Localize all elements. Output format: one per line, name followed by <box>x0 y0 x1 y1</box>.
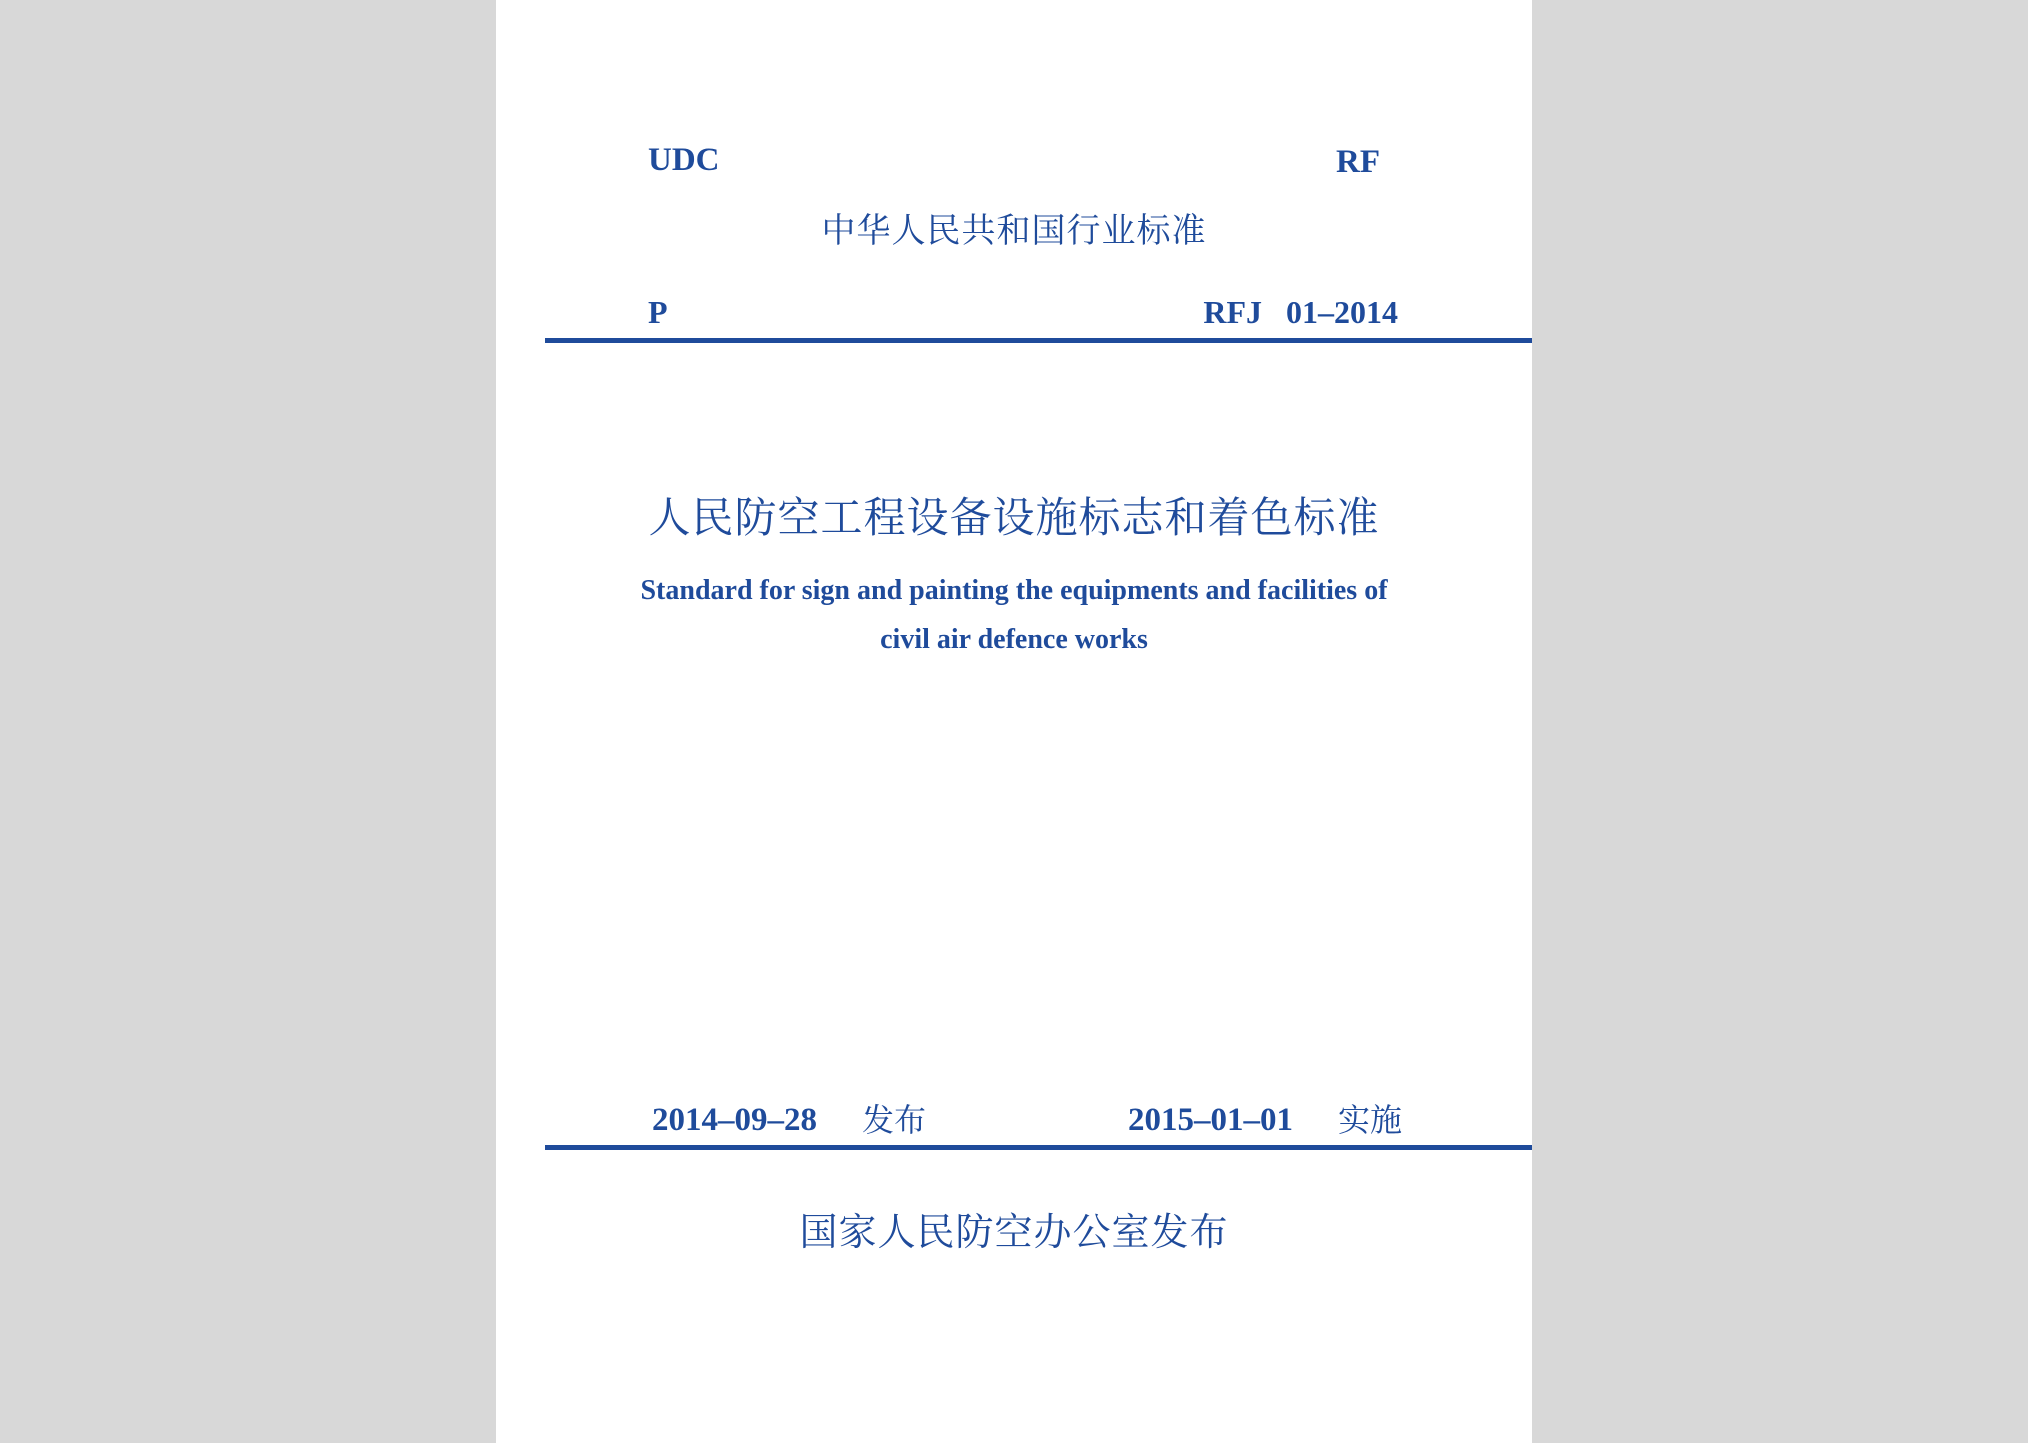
issuer: 国家人民防空办公室发布 <box>799 1210 1229 1254</box>
title-chinese: 人民防空工程设备设施标志和着色标准 <box>648 493 1380 542</box>
industry-code: RF <box>1336 144 1380 180</box>
top-divider <box>545 338 1532 343</box>
title-english-line-2: civil air defence works <box>880 624 1148 655</box>
title-english-line-1: Standard for sign and painting the equipments and facilities of <box>640 575 1388 606</box>
document-page <box>496 0 1532 1443</box>
standard-type: 中华人民共和国行业标准 <box>821 211 1207 251</box>
effective-date: 2015–01–01 <box>1128 1102 1293 1138</box>
category-code: P <box>648 294 668 330</box>
standard-number: RFJ 01–2014 <box>1203 294 1398 330</box>
publish-label: 发布 <box>862 1101 927 1139</box>
bottom-divider <box>545 1145 1532 1150</box>
effective-label: 实施 <box>1338 1101 1403 1139</box>
udc-label: UDC <box>648 142 720 178</box>
publish-date: 2014–09–28 <box>652 1102 817 1138</box>
